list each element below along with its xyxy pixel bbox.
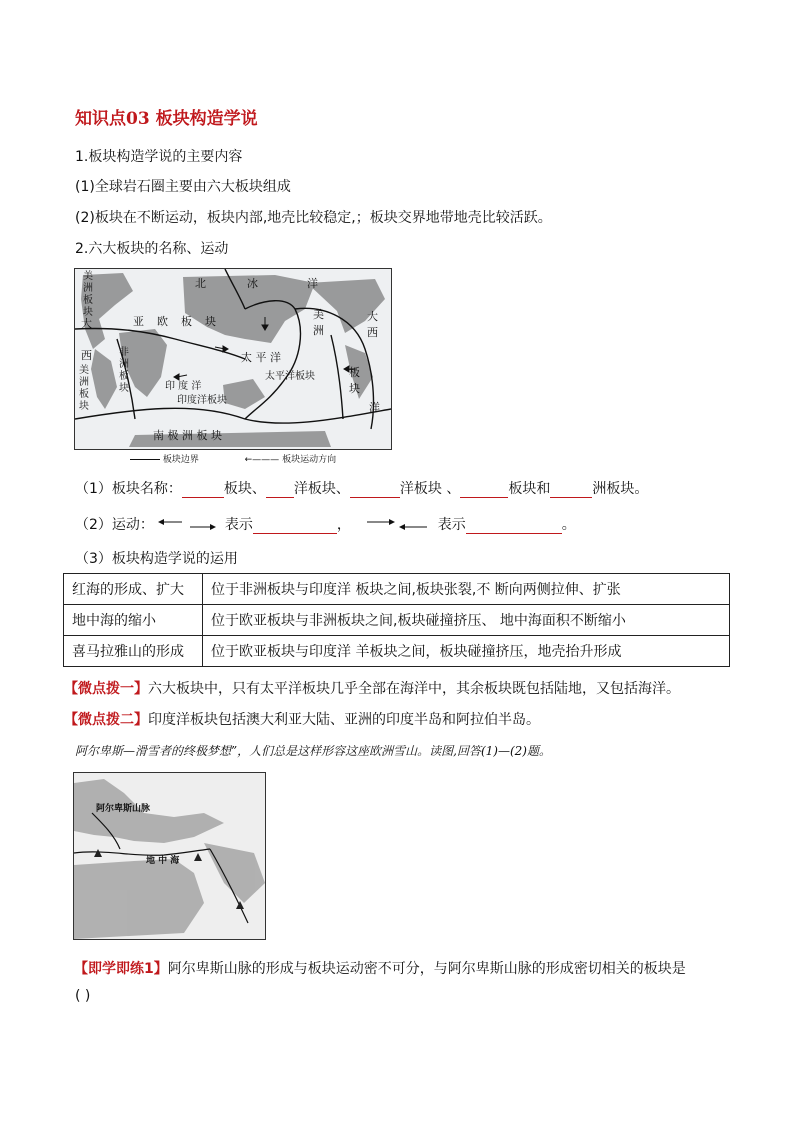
map-label-indian-ocean: 印 度 洋: [165, 381, 202, 392]
answer-blank[interactable]: [266, 483, 294, 498]
map-label: 洲: [313, 324, 324, 337]
map-legend: 板块边界 ←——— 板块运动方向: [130, 452, 336, 465]
practice-question: 【即学即练1】阿尔卑斯山脉的形成与板块运动密不可分，与阿尔卑斯山脉的形成密切相关的板块是: [74, 961, 686, 977]
map-label-antarctic: 南 极 洲 板 块: [153, 429, 222, 442]
diverge-arrows-icon: [158, 518, 216, 532]
map-label: 亚: [133, 315, 144, 328]
table-cell: 位于欧亚板块与非洲板块之间,板块碰撞挤压、 地中海面积不断缩小: [203, 605, 730, 636]
answer-blank[interactable]: [182, 483, 224, 498]
map-label-amw: 美洲板块: [79, 365, 89, 412]
map-label: 块: [205, 315, 216, 328]
answer-paren[interactable]: ( ): [75, 988, 91, 1004]
legend-boundary: 板块边界: [162, 455, 199, 465]
table-row: [64, 636, 730, 667]
map-label: 欧: [157, 315, 168, 328]
text-line-2: (1)全球岩石圈主要由六大板块组成: [75, 179, 291, 195]
map-label: 块: [83, 307, 93, 318]
tip-1: 【微点拨一】六大板块中，只有太平洋板块几乎全部在海洋中，其余板块既包括陆地，又包括海洋。: [64, 681, 680, 697]
intro-text: 阿尔卑斯—滑雪者的终极梦想”，人们总是这样形容这座欧洲雪山。读图,回答(1)—(2)题。: [75, 744, 551, 758]
answer-blank[interactable]: [253, 519, 337, 534]
question-2: （2）运动： 表示 ， 表示 。: [75, 517, 576, 533]
application-table: [63, 573, 730, 667]
alps-map: [73, 772, 266, 940]
map-label: 板: [181, 315, 192, 328]
answer-blank[interactable]: [550, 483, 592, 498]
map-label: 板: [349, 366, 360, 379]
map-label: 块: [349, 382, 360, 395]
map-label: 洋: [307, 277, 318, 290]
plate-map: [74, 268, 392, 450]
map-label: 北: [195, 277, 206, 290]
map-label: 板: [83, 295, 93, 306]
map-label: 冰: [247, 277, 258, 290]
question-3: （3）板块构造学说的运用: [75, 551, 238, 567]
map-label-pacific-plate: 太平洋板块: [265, 371, 315, 382]
map-label: 大: [367, 310, 378, 323]
question-1: （1）板块名称： 板块、 洋板块、 洋板块 、 板块和 洲板块。: [75, 481, 649, 497]
converge-arrows-icon: [365, 518, 429, 532]
map-label: 西: [367, 326, 378, 339]
table-row: [64, 574, 730, 605]
section-title: 知识点03 板块构造学说: [75, 109, 258, 129]
map-label: 洋: [369, 401, 380, 414]
table-row: [64, 605, 730, 636]
tip-2: 【微点拨二】印度洋板块包括澳大利亚大陆、亚洲的印度半岛和阿拉伯半岛。: [64, 712, 540, 728]
table-cell: 位于非洲板块与印度洋 板块之间,板块张裂,不 断向两侧拉伸、扩张: [203, 574, 730, 605]
answer-blank[interactable]: [460, 483, 508, 498]
text-line-1: 1.板块构造学说的主要内容: [75, 149, 243, 165]
map-label-africa: 非洲板块: [119, 347, 129, 394]
map-label-indian-plate: 印度洋板块: [177, 395, 227, 406]
map-label: 西: [81, 349, 92, 362]
answer-blank[interactable]: [466, 519, 562, 534]
map-label-pacific: 太 平 洋: [241, 351, 281, 364]
table-cell: 地中海的缩小: [64, 605, 203, 636]
table-cell: 红海的形成、扩大: [64, 574, 203, 605]
legend-motion: 板块运动方向: [282, 455, 337, 465]
map-label-mediterranean: 地 中 海: [146, 856, 180, 866]
table-cell: 喜马拉雅山的形成: [64, 636, 203, 667]
map-label: 洲: [83, 283, 93, 294]
text-line-3: (2)板块在不断运动，板块内部,地壳比较稳定,；板块交界地带地壳比较活跃。: [75, 210, 552, 226]
map-label: 大: [81, 317, 92, 330]
answer-blank[interactable]: [350, 483, 400, 498]
text-line-4: 2.六大板块的名称、运动: [75, 241, 229, 257]
map-label: 美: [313, 308, 324, 321]
table-cell: 位于欧亚板块与印度洋 羊板块之间，板块碰撞挤压，地壳抬升形成: [203, 636, 730, 667]
map-label-alps: 阿尔卑斯山脉: [96, 804, 151, 814]
map-label: 美: [83, 271, 93, 282]
